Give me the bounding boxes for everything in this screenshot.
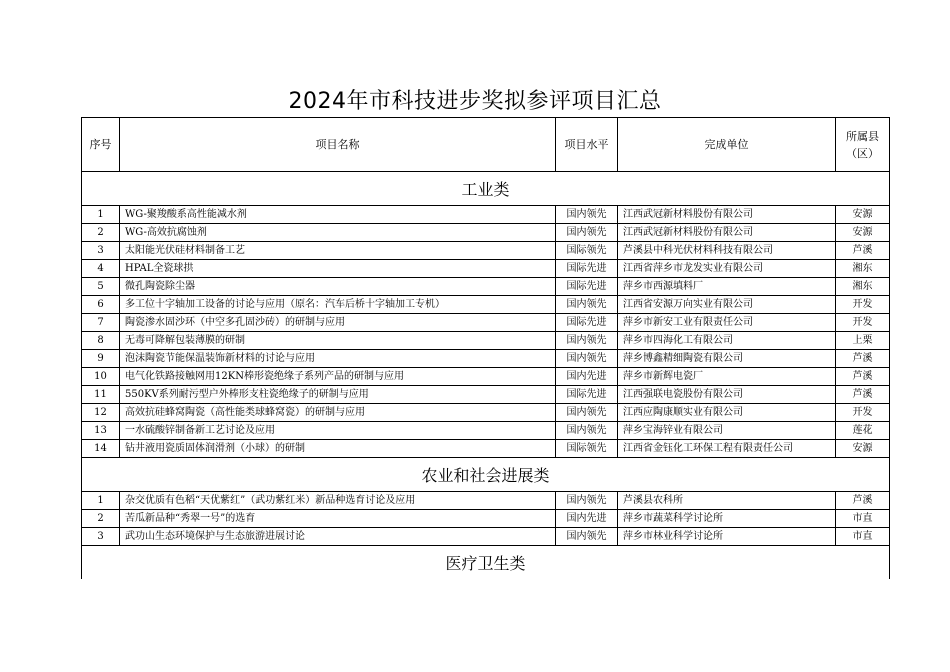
cell-county: 芦溪 [836,350,890,368]
cell-level: 国内领先 [556,492,618,510]
table-row [82,332,890,350]
cell-unit: 江西应陶康顺实业有限公司 [618,404,836,422]
cell-level: 国际领先 [556,440,618,458]
cell-county: 市直 [836,528,890,546]
cell-project-name: HPAL全瓷球拱 [120,260,556,278]
cell-no: 5 [82,278,120,296]
cell-county: 湘东 [836,260,890,278]
cell-county: 湘东 [836,278,890,296]
cell-level: 国际领先 [556,242,618,260]
cell-county: 开发 [836,314,890,332]
cell-project-name: 一水硫酸锌制备新工艺讨论及应用 [120,422,556,440]
cell-county: 莲花 [836,422,890,440]
cell-unit: 江西武冠新材料股份有限公司 [618,206,836,224]
table-row [82,440,890,458]
cell-unit: 萍乡宝海锌业有限公司 [618,422,836,440]
table-row [82,528,890,546]
cell-no: 2 [82,224,120,242]
cell-no: 13 [82,422,120,440]
header-unit: 完成单位 [618,118,836,172]
cell-level: 国内领先 [556,296,618,314]
header-no: 序号 [82,118,120,172]
cell-county: 安源 [836,440,890,458]
cell-level: 国际先进 [556,278,618,296]
header-county: 所属县（区） [836,118,890,172]
cell-project-name: 陶瓷渗水固沙环（中空多孔固沙砖）的研制与应用 [120,314,556,332]
cell-project-name: 杂交优质有色稻“天优紫红”（武功紫红米）新品种选育讨论及应用 [120,492,556,510]
table-row [82,368,890,386]
cell-no: 14 [82,440,120,458]
table-row [82,350,890,368]
table-row [82,224,890,242]
cell-county: 芦溪 [836,242,890,260]
cell-unit: 芦溪县中科光伏材料科技有限公司 [618,242,836,260]
cell-county: 开发 [836,296,890,314]
cell-no: 6 [82,296,120,314]
cell-no: 1 [82,492,120,510]
cell-project-name: 电气化铁路接触网用12KN棒形瓷绝缘子系列产品的研制与应用 [120,368,556,386]
cell-unit: 萍乡市蔬菜科学讨论所 [618,510,836,528]
cell-project-name: 钻井液用瓷质固体润滑剂（小球）的研制 [120,440,556,458]
cell-project-name: 微孔陶瓷除尘器 [120,278,556,296]
cell-no: 8 [82,332,120,350]
section-title: 工业类 [82,172,890,206]
cell-project-name: 多工位十字轴加工设备的讨论与应用（原名：汽车后桥十字轴加工专机） [120,296,556,314]
table-row [82,492,890,510]
cell-no: 3 [82,242,120,260]
table-row [82,510,890,528]
cell-county: 安源 [836,206,890,224]
section-title: 医疗卫生类 [82,546,890,580]
section-header [82,458,890,492]
cell-project-name: 无毒可降解包装薄膜的研制 [120,332,556,350]
cell-project-name: 高效抗硅蜂窝陶瓷（高性能类球蜂窝瓷）的研制与应用 [120,404,556,422]
cell-county: 市直 [836,510,890,528]
table-row [82,260,890,278]
table-row [82,314,890,332]
cell-project-name: WG-高效抗腐蚀剂 [120,224,556,242]
cell-no: 12 [82,404,120,422]
cell-project-name: 太阳能光伏硅材料制备工艺 [120,242,556,260]
section-title: 农业和社会进展类 [82,458,890,492]
cell-unit: 江西强联电瓷股份有限公司 [618,386,836,404]
cell-no: 3 [82,528,120,546]
table-row [82,404,890,422]
cell-no: 10 [82,368,120,386]
header-level: 项目水平 [556,118,618,172]
cell-level: 国内领先 [556,224,618,242]
cell-county: 芦溪 [836,386,890,404]
cell-unit: 萍乡市新安工业有限责任公司 [618,314,836,332]
cell-no: 11 [82,386,120,404]
page-title: 2024年市科技进步奖拟参评项目汇总 [288,89,662,114]
cell-level: 国际先进 [556,260,618,278]
section-header [82,172,890,206]
cell-project-name: 武功山生态环境保护与生态旅游进展讨论 [120,528,556,546]
cell-unit: 萍乡市西源填料厂 [618,278,836,296]
cell-unit: 萍乡市新辉电瓷厂 [618,368,836,386]
table-row [82,296,890,314]
table-row [82,242,890,260]
table-row [82,278,890,296]
cell-project-name: 苦瓜新品种“秀翠一号”的选育 [120,510,556,528]
cell-unit: 江西武冠新材料股份有限公司 [618,224,836,242]
projects-table [81,117,890,579]
cell-level: 国内领先 [556,528,618,546]
cell-unit: 萍乡市林业科学讨论所 [618,528,836,546]
cell-no: 7 [82,314,120,332]
cell-no: 2 [82,510,120,528]
cell-unit: 江西省萍乡市龙发实业有限公司 [618,260,836,278]
cell-county: 上栗 [836,332,890,350]
cell-no: 4 [82,260,120,278]
table-row [82,386,890,404]
table-header-row [82,118,890,172]
cell-level: 国际先进 [556,314,618,332]
cell-level: 国内领先 [556,350,618,368]
cell-level: 国内领先 [556,422,618,440]
cell-county: 芦溪 [836,492,890,510]
cell-no: 9 [82,350,120,368]
cell-level: 国内领先 [556,332,618,350]
cell-unit: 江西省金钰化工环保工程有限责任公司 [618,440,836,458]
table-row [82,206,890,224]
cell-county: 安源 [836,224,890,242]
section-header [82,546,890,580]
cell-level: 国内先进 [556,368,618,386]
cell-project-name: 泡沫陶瓷节能保温装饰新材料的讨论与应用 [120,350,556,368]
header-name: 项目名称 [120,118,556,172]
cell-level: 国内先进 [556,510,618,528]
cell-project-name: WG-聚羧酸系高性能减水剂 [120,206,556,224]
cell-project-name: 550KV系列耐污型户外棒形支柱瓷绝缘子的研制与应用 [120,386,556,404]
cell-level: 国内领先 [556,404,618,422]
cell-county: 芦溪 [836,368,890,386]
cell-level: 国际先进 [556,386,618,404]
cell-level: 国内领先 [556,206,618,224]
cell-unit: 萍乡博鑫精细陶瓷有限公司 [618,350,836,368]
cell-no: 1 [82,206,120,224]
cell-county: 开发 [836,404,890,422]
table-row [82,422,890,440]
cell-unit: 萍乡市四海化工有限公司 [618,332,836,350]
cell-unit: 芦溪县农科所 [618,492,836,510]
cell-unit: 江西省安源万向实业有限公司 [618,296,836,314]
